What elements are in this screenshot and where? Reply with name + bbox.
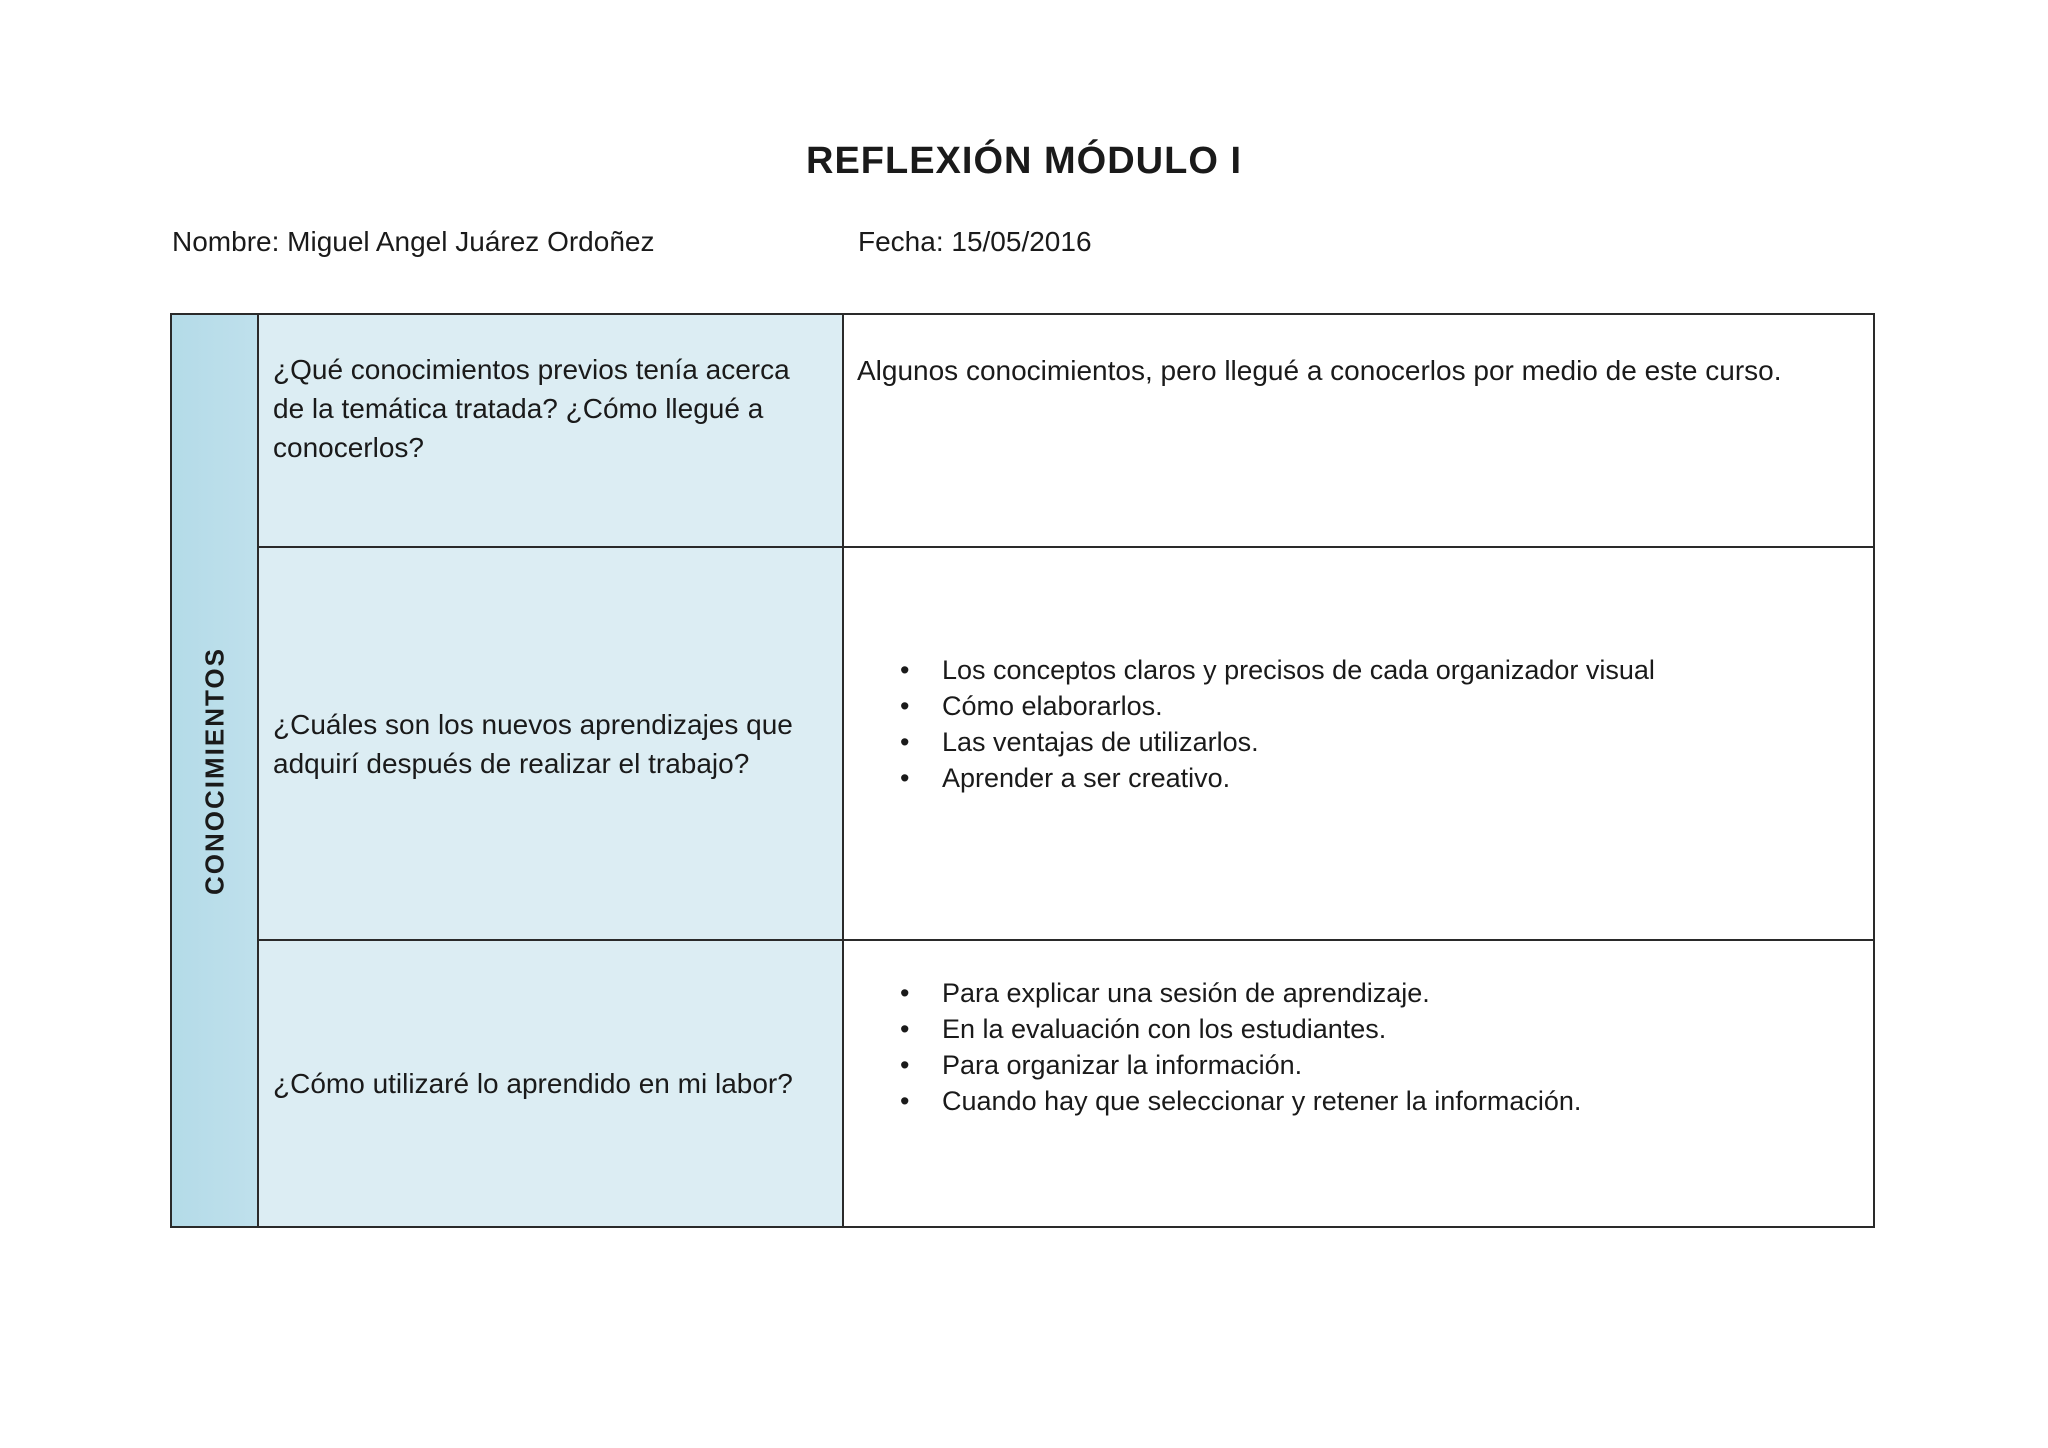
bullet-item: • Para organizar la información. [942, 1047, 1873, 1083]
question-cell [258, 940, 843, 1227]
document-date: Fecha: 15/05/2016 [858, 226, 1092, 257]
answer-cell [843, 314, 1874, 547]
answer-cell [843, 940, 1874, 1227]
bullet-item: • Las ventajas de utilizarlos. [942, 724, 1873, 760]
bullet-item: • Los conceptos claros y precisos de cada organizador visual [942, 652, 1873, 688]
question-text: ¿Qué conocimientos previos tenía acerca de la temática tratada? ¿Cómo llegué a conocerlos? [273, 354, 790, 463]
table-row [171, 940, 1874, 1227]
question-text: ¿Cómo utilizaré lo aprendido en mi labor? [273, 1068, 793, 1099]
answer-bullet-list [844, 652, 1873, 796]
table-row [171, 547, 1874, 940]
table-row [171, 314, 1874, 547]
answer-text: Algunos conocimientos, pero llegué a conocerlos por medio de este curso. [857, 355, 1782, 386]
bullet-item: • Aprender a ser creativo. [942, 760, 1873, 796]
section-label: CONOCIMIENTOS [199, 646, 229, 895]
document-title: REFLEXIÓN MÓDULO I [806, 140, 1242, 182]
question-cell [258, 314, 843, 547]
bullet-item: • Cómo elaborarlos. [942, 688, 1873, 724]
reflection-table [170, 313, 1875, 1228]
bullet-item: • En la evaluación con los estudiantes. [942, 1011, 1873, 1047]
question-text: ¿Cuáles son los nuevos aprendizajes que adquirí después de realizar el trabajo? [273, 708, 793, 779]
student-name: Nombre: Miguel Angel Juárez Ordoñez [172, 226, 655, 257]
bullet-item: • Para explicar una sesión de aprendizaje. [942, 975, 1873, 1011]
question-cell [258, 547, 843, 940]
bullet-item: • Cuando hay que seleccionar y retener la información. [942, 1083, 1873, 1119]
answer-bullet-list [844, 975, 1873, 1119]
section-label-cell [171, 314, 258, 1227]
answer-cell [843, 547, 1874, 940]
